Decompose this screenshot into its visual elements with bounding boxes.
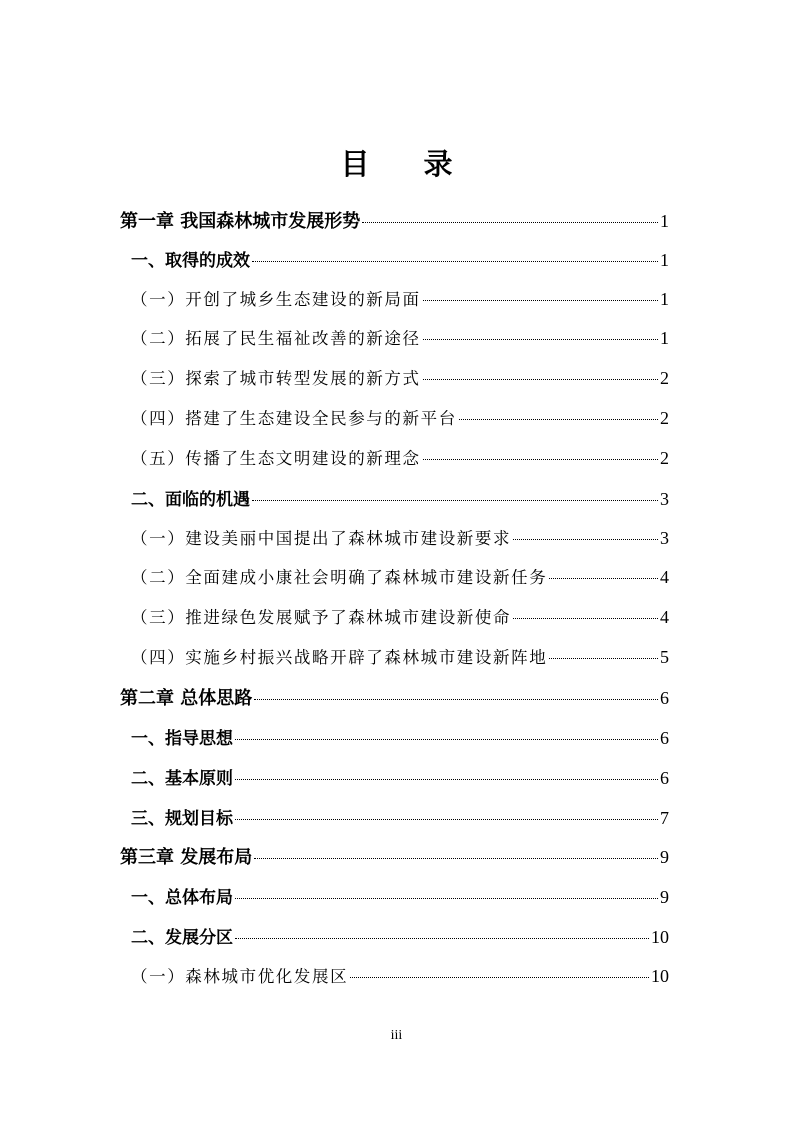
toc-entry-page: 1 [660,328,669,348]
toc-entry-label: 一、指导思想 [131,729,233,749]
toc-entry[interactable] [131,564,669,594]
dot-leader [235,779,658,780]
toc-entry-page: 1 [660,211,669,231]
dot-leader [459,419,658,420]
toc-entry-page: 10 [651,966,669,986]
toc-entry[interactable] [131,883,669,913]
dot-leader [252,261,658,262]
toc-entry-page: 2 [660,408,669,428]
dot-leader [235,898,658,899]
toc-entry-page: 6 [660,688,669,708]
toc-entry[interactable] [131,246,669,276]
toc-entry-page: 3 [660,528,669,548]
dot-leader [235,938,649,939]
dot-leader [513,539,658,540]
toc-entry[interactable] [120,843,669,873]
toc-entry-label: 二、面临的机遇 [131,490,250,510]
toc-entry[interactable] [131,764,669,794]
dot-leader [254,699,658,700]
dot-leader [254,858,658,859]
toc-entry-label: （五）传播了生态文明建设的新理念 [131,449,421,468]
toc-entry[interactable] [120,684,669,714]
toc-entry-label: （四）实施乡村振兴战略开辟了森林城市建设新阵地 [131,648,548,667]
dot-leader [423,300,658,301]
toc-entry[interactable] [131,604,669,634]
toc-entry-page: 2 [660,448,669,468]
toc-entry-page: 7 [660,808,669,828]
toc-entry-label: 三、规划目标 [131,809,233,829]
toc-entry-label: 第三章 发展布局 [120,847,253,868]
toc-entry-page: 4 [660,567,669,587]
toc-entry[interactable] [120,207,669,237]
dot-leader [252,500,658,501]
dot-leader [235,819,658,820]
toc-entry[interactable] [131,405,669,435]
toc-entry[interactable] [131,525,669,555]
toc-entry-label: （一）开创了城乡生态建设的新局面 [131,290,421,309]
toc-entry-page: 5 [660,647,669,667]
toc-entry-label: （二）全面建成小康社会明确了森林城市建设新任务 [131,568,548,587]
toc-entry-label: 第一章 我国森林城市发展形势 [120,211,361,232]
dot-leader [235,739,658,740]
toc-entry-page: 6 [660,768,669,788]
dot-leader [549,658,658,659]
toc-entry[interactable] [131,445,669,475]
toc-entry-label: 二、发展分区 [131,928,233,948]
toc-entry-page: 9 [660,887,669,907]
toc-entry[interactable] [131,365,669,395]
dot-leader [423,339,658,340]
dot-leader [423,379,658,380]
toc-entry-label: 第二章 总体思路 [120,688,253,709]
dot-leader [513,618,658,619]
toc-entry-label: （一）森林城市优化发展区 [131,967,349,986]
toc-entry-page: 4 [660,607,669,627]
toc-entry[interactable] [131,804,669,834]
toc-entry[interactable] [131,325,669,355]
toc-entry-label: （三）探索了城市转型发展的新方式 [131,369,421,388]
toc-entry-label: （三）推进绿色发展赋予了森林城市建设新使命 [131,608,512,627]
toc-entry-label: 一、总体布局 [131,888,233,908]
toc-entry-page: 2 [660,368,669,388]
toc-entry-label: 一、取得的成效 [131,251,250,271]
toc-entry[interactable] [131,644,669,674]
toc-entry-page: 1 [660,250,669,270]
toc-entry-label: （一）建设美丽中国提出了森林城市建设新要求 [131,529,512,548]
toc-entry[interactable] [131,963,669,993]
toc-entry[interactable] [131,485,669,515]
page-title: 目 录 [340,147,475,181]
toc-entry-page: 10 [651,927,669,947]
dot-leader [350,977,649,978]
toc-entry-label: 二、基本原则 [131,769,233,789]
toc-entry-page: 9 [660,847,669,867]
page-number: iii [390,1028,403,1043]
toc-entry[interactable] [131,923,669,953]
toc-entry-label: （二）拓展了民生福祉改善的新途径 [131,329,421,348]
toc-entry-label: （四）搭建了生态建设全民参与的新平台 [131,409,457,428]
toc-entry-page: 1 [660,289,669,309]
toc-entry[interactable] [131,286,669,316]
toc-entry-page: 6 [660,728,669,748]
toc-entry-page: 3 [660,489,669,509]
dot-leader [423,459,658,460]
dot-leader [549,578,658,579]
toc-entry[interactable] [131,724,669,754]
dot-leader [362,222,658,223]
